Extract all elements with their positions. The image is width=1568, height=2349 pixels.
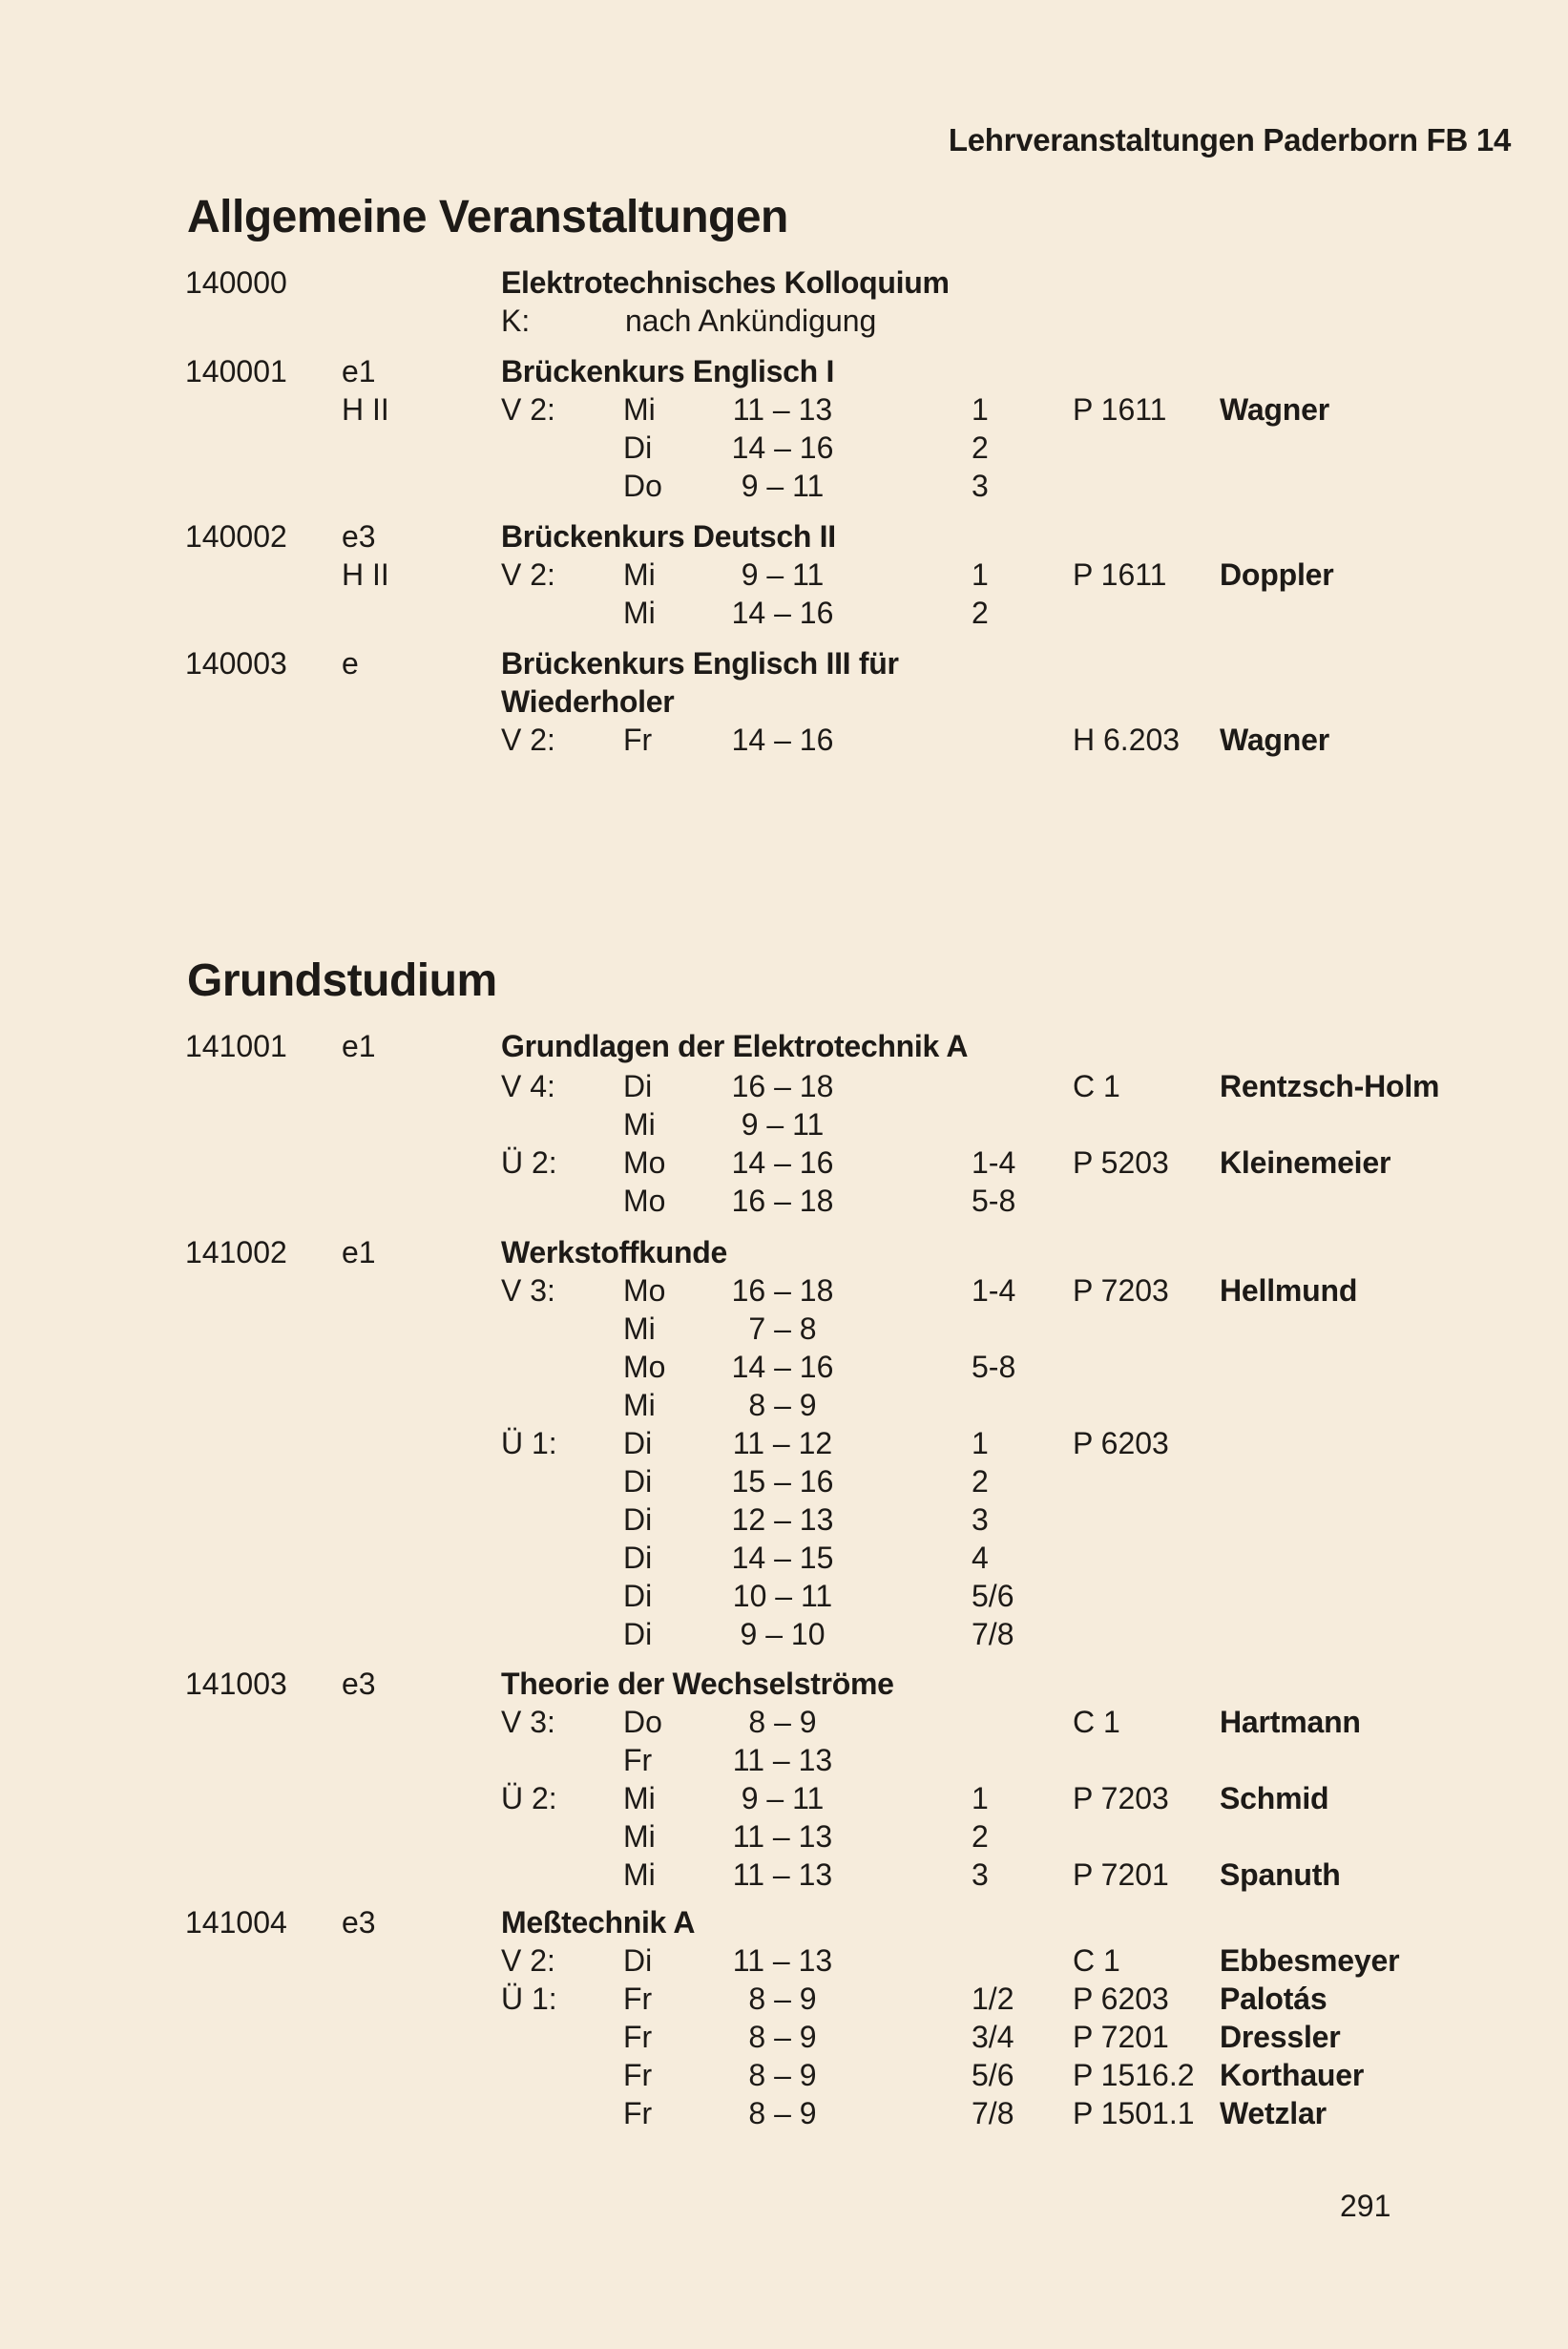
group-number: 2 <box>972 1464 989 1499</box>
schedule-row <box>0 467 1568 505</box>
weekday: Fr <box>623 2020 653 2054</box>
page-number: 291 <box>1340 2189 1391 2223</box>
group-number: 5/6 <box>972 1579 1014 1613</box>
room: C 1 <box>1073 1705 1120 1739</box>
schedule-row <box>0 721 1568 759</box>
group-number: 1 <box>972 392 989 427</box>
course-number: 140003 <box>185 646 287 681</box>
weekday: Di <box>623 1541 653 1575</box>
time-slot: 11 – 13 <box>732 1743 833 1777</box>
time-slot: 9 – 11 <box>741 1781 825 1815</box>
schedule-row <box>0 1067 1568 1105</box>
schedule-row <box>0 1386 1568 1424</box>
group-number: 2 <box>972 430 989 465</box>
course-type: Ü 1: <box>501 1426 557 1460</box>
weekday: Di <box>623 1464 653 1499</box>
course-number: 141002 <box>185 1235 287 1269</box>
room: P 7201 <box>1073 1857 1169 1892</box>
group-number: 3 <box>972 1502 989 1537</box>
course-code: e1 <box>342 354 376 388</box>
time-slot: 9 – 11 <box>741 1107 825 1142</box>
schedule-row <box>0 1741 1568 1779</box>
weekday: Di <box>623 1502 653 1537</box>
weekday: Mi <box>623 1857 656 1892</box>
course-title: Brückenkurs Englisch III für <box>501 646 899 681</box>
weekday: Mi <box>623 1819 656 1854</box>
schedule-row <box>0 1500 1568 1539</box>
course-number: 141001 <box>185 1029 287 1063</box>
course-code: H II <box>342 557 389 592</box>
schedule-row <box>0 1539 1568 1577</box>
course-note: nach Ankündigung <box>625 304 877 338</box>
time-slot: 14 – 16 <box>731 723 834 757</box>
course-type: V 3: <box>501 1273 555 1308</box>
course-title: Theorie der Wechselströme <box>501 1667 894 1701</box>
time-slot: 16 – 18 <box>731 1069 834 1103</box>
lecturer: Korthauer <box>1220 2058 1365 2092</box>
lecturer: Wagner <box>1220 392 1329 427</box>
course-number: 140000 <box>185 265 287 300</box>
weekday: Do <box>623 469 662 503</box>
course-title: Werkstoffkunde <box>501 1235 728 1269</box>
time-slot: 11 – 13 <box>732 1819 833 1854</box>
course-type: V 2: <box>501 723 555 757</box>
schedule-row <box>0 1903 1568 1941</box>
schedule-row <box>0 1615 1568 1653</box>
time-slot: 11 – 12 <box>732 1426 833 1460</box>
time-slot: 11 – 13 <box>732 1943 833 1978</box>
lecturer: Dressler <box>1220 2020 1341 2054</box>
group-number: 3/4 <box>972 2020 1014 2054</box>
room: H 6.203 <box>1073 723 1181 757</box>
room: P 6203 <box>1073 1426 1169 1460</box>
weekday: Di <box>623 1617 653 1651</box>
time-slot: 10 – 11 <box>732 1579 833 1613</box>
room: P 6203 <box>1073 1982 1169 2016</box>
time-slot: 9 – 11 <box>741 469 825 503</box>
room: P 1611 <box>1073 557 1167 592</box>
weekday: Fr <box>623 2058 653 2092</box>
schedule-row <box>0 1424 1568 1462</box>
weekday: Mi <box>623 392 656 427</box>
schedule-row <box>0 1310 1568 1348</box>
schedule-row <box>0 1182 1568 1220</box>
course-code: e3 <box>342 519 376 554</box>
lecturer: Spanuth <box>1220 1857 1341 1892</box>
course-type: Ü 2: <box>501 1781 557 1815</box>
schedule-row <box>0 2056 1568 2094</box>
course-code: e3 <box>342 1667 376 1701</box>
group-number: 5/6 <box>972 2058 1014 2092</box>
schedule-row <box>0 1348 1568 1386</box>
group-number: 7/8 <box>972 2096 1014 2130</box>
time-slot: 16 – 18 <box>731 1184 834 1218</box>
schedule-row <box>0 390 1568 429</box>
schedule-row <box>0 1779 1568 1817</box>
schedule-row <box>0 644 1568 682</box>
schedule-row <box>0 594 1568 632</box>
time-slot: 12 – 13 <box>731 1502 834 1537</box>
schedule-row <box>0 1665 1568 1703</box>
lecturer: Doppler <box>1220 557 1334 592</box>
course-type: V 2: <box>501 392 555 427</box>
schedule-row <box>0 556 1568 594</box>
group-number: 5-8 <box>972 1184 1016 1218</box>
weekday: Mi <box>623 1107 656 1142</box>
schedule-row <box>0 682 1568 721</box>
room: P 7203 <box>1073 1781 1169 1815</box>
course-type: V 3: <box>501 1705 555 1739</box>
group-number: 1/2 <box>972 1982 1014 2016</box>
lecturer: Schmid <box>1220 1781 1329 1815</box>
time-slot: 14 – 15 <box>731 1541 834 1575</box>
course-type: V 2: <box>501 557 555 592</box>
group-number: 2 <box>972 596 989 630</box>
group-number: 1-4 <box>972 1273 1016 1308</box>
time-slot: 8 – 9 <box>748 2020 817 2054</box>
course-title: Meßtechnik A <box>501 1905 696 1940</box>
course-type: Ü 2: <box>501 1145 557 1180</box>
course-number: 140002 <box>185 519 287 554</box>
schedule-row <box>0 352 1568 390</box>
room: P 7201 <box>1073 2020 1169 2054</box>
time-slot: 8 – 9 <box>748 1705 817 1739</box>
schedule-row <box>0 302 1568 340</box>
schedule-row <box>0 1105 1568 1143</box>
section-title-allgemeine: Allgemeine Veranstaltungen <box>187 192 788 242</box>
course-title: Brückenkurs Englisch I <box>501 354 835 388</box>
schedule-row <box>0 1856 1568 1894</box>
schedule-row <box>0 1980 1568 2018</box>
time-slot: 14 – 16 <box>731 596 834 630</box>
course-code: H II <box>342 392 389 427</box>
course-number: 141004 <box>185 1905 287 1940</box>
weekday: Mo <box>623 1145 666 1180</box>
weekday: Fr <box>623 1982 653 2016</box>
group-number: 1 <box>972 1426 989 1460</box>
group-number: 2 <box>972 1819 989 1854</box>
time-slot: 14 – 16 <box>731 1350 834 1384</box>
course-type: V 2: <box>501 1943 555 1978</box>
schedule-row <box>0 1233 1568 1271</box>
time-slot: 9 – 11 <box>741 557 825 592</box>
schedule-row <box>0 1143 1568 1182</box>
lecturer: Hellmund <box>1220 1273 1358 1308</box>
group-number: 3 <box>972 1857 989 1892</box>
course-code: e1 <box>342 1235 376 1269</box>
course-type: K: <box>501 304 531 338</box>
course-title: Elektrotechnisches Kolloquium <box>501 265 950 300</box>
running-head: Lehrveranstaltungen Paderborn FB 14 <box>948 122 1511 157</box>
group-number: 1-4 <box>972 1145 1016 1180</box>
course-code: e1 <box>342 1029 376 1063</box>
schedule-row <box>0 1027 1568 1065</box>
room: P 1611 <box>1073 392 1167 427</box>
time-slot: 11 – 13 <box>732 392 833 427</box>
lecturer: Wetzlar <box>1220 2096 1327 2130</box>
schedule-row <box>0 263 1568 302</box>
course-code: e3 <box>342 1905 376 1940</box>
room: P 7203 <box>1073 1273 1169 1308</box>
course-type: Ü 1: <box>501 1982 557 2016</box>
course-code: e <box>342 646 359 681</box>
room: P 1516.2 <box>1073 2058 1195 2092</box>
time-slot: 14 – 16 <box>731 1145 834 1180</box>
schedule-row <box>0 1703 1568 1741</box>
group-number: 1 <box>972 1781 989 1815</box>
time-slot: 15 – 16 <box>731 1464 834 1499</box>
schedule-row <box>0 1941 1568 1980</box>
time-slot: 7 – 8 <box>748 1311 817 1346</box>
course-title: Grundlagen der Elektrotechnik A <box>501 1029 969 1063</box>
weekday: Di <box>623 1579 653 1613</box>
room: C 1 <box>1073 1069 1120 1103</box>
schedule-row <box>0 1271 1568 1310</box>
schedule-row <box>0 1817 1568 1856</box>
weekday: Mi <box>623 557 656 592</box>
schedule-row <box>0 2018 1568 2056</box>
weekday: Mi <box>623 1781 656 1815</box>
schedule-row <box>0 1462 1568 1500</box>
time-slot: 14 – 16 <box>731 430 834 465</box>
lecturer: Ebbesmeyer <box>1220 1943 1400 1978</box>
time-slot: 9 – 10 <box>740 1617 826 1651</box>
weekday: Mo <box>623 1184 666 1218</box>
course-title: Wiederholer <box>501 684 675 719</box>
weekday: Di <box>623 1426 653 1460</box>
weekday: Mo <box>623 1350 666 1384</box>
group-number: 7/8 <box>972 1617 1014 1651</box>
weekday: Fr <box>623 2096 653 2130</box>
time-slot: 16 – 18 <box>731 1273 834 1308</box>
schedule-row <box>0 429 1568 467</box>
weekday: Di <box>623 1943 653 1978</box>
weekday: Di <box>623 1069 653 1103</box>
section-title-grundstudium: Grundstudium <box>187 955 497 1006</box>
weekday: Mi <box>623 596 656 630</box>
time-slot: 8 – 9 <box>748 1982 817 2016</box>
course-number: 141003 <box>185 1667 287 1701</box>
weekday: Do <box>623 1705 662 1739</box>
course-title: Brückenkurs Deutsch II <box>501 519 836 554</box>
time-slot: 11 – 13 <box>732 1857 833 1892</box>
weekday: Mi <box>623 1388 656 1422</box>
lecturer: Wagner <box>1220 723 1329 757</box>
lecturer: Kleinemeier <box>1220 1145 1391 1180</box>
time-slot: 8 – 9 <box>748 1388 817 1422</box>
weekday: Mo <box>623 1273 666 1308</box>
group-number: 5-8 <box>972 1350 1016 1384</box>
schedule-row <box>0 1577 1568 1615</box>
room: P 5203 <box>1073 1145 1169 1180</box>
weekday: Fr <box>623 723 653 757</box>
weekday: Di <box>623 430 653 465</box>
group-number: 3 <box>972 469 989 503</box>
course-type: V 4: <box>501 1069 555 1103</box>
room: C 1 <box>1073 1943 1120 1978</box>
weekday: Fr <box>623 1743 653 1777</box>
schedule-row <box>0 2094 1568 2132</box>
course-number: 140001 <box>185 354 287 388</box>
room: P 1501.1 <box>1073 2096 1195 2130</box>
time-slot: 8 – 9 <box>748 2096 817 2130</box>
weekday: Mi <box>623 1311 656 1346</box>
time-slot: 8 – 9 <box>748 2058 817 2092</box>
schedule-row <box>0 517 1568 556</box>
lecturer: Rentzsch-Holm <box>1220 1069 1440 1103</box>
group-number: 1 <box>972 557 989 592</box>
group-number: 4 <box>972 1541 989 1575</box>
lecturer: Hartmann <box>1220 1705 1361 1739</box>
lecturer: Palotás <box>1220 1982 1328 2016</box>
